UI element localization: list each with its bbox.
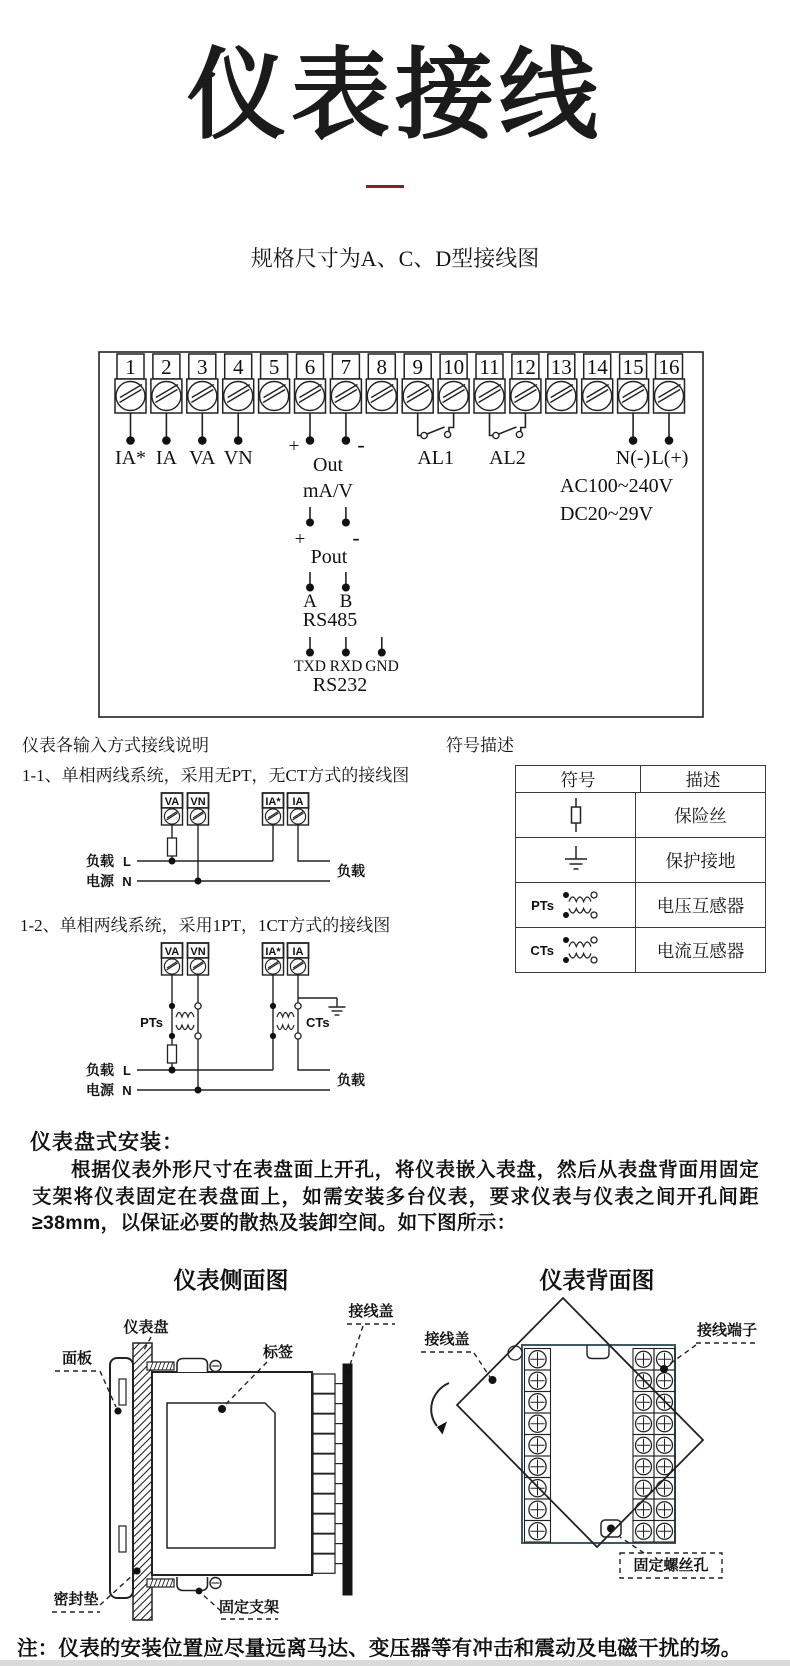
out-label: Out (313, 454, 343, 476)
terminal-number: 8 (376, 355, 388, 379)
load-label: 负载 (86, 1062, 114, 1078)
out-unit: mA/V (303, 480, 353, 502)
terminal-number: 6 (304, 355, 316, 379)
pout-label: Pout (310, 546, 348, 568)
terminal-2 (151, 354, 182, 413)
terminal-8 (366, 354, 397, 413)
terminal-strip-diagram (0, 340, 790, 730)
terminal-10 (438, 354, 469, 413)
terminal-number: 10 (443, 355, 465, 379)
small-terminal (188, 943, 209, 975)
terminal-number: 1 (125, 355, 136, 379)
small-terminal-label: VA (164, 796, 180, 808)
out-plus: + (288, 436, 300, 457)
terminal-number: 12 (514, 355, 536, 379)
rs232-label: RS232 (312, 674, 368, 696)
signal-label: VA (189, 447, 216, 469)
terminal-13 (546, 354, 577, 413)
terminal-number: 13 (550, 355, 572, 379)
out-minus: - (357, 432, 365, 457)
pout-plus: + (294, 529, 306, 550)
diagram-1-1-caption: 1-1、单相两线系统，采用无PT，无CT方式的接线图 (22, 766, 410, 785)
table-row (516, 927, 765, 972)
svg-text:PTs: PTs (530, 898, 554, 913)
bottom-note: 注：仪表的安装位置应尽量远离马达、变压器等有冲击和震动及电磁干扰的场。 (17, 1637, 742, 1660)
small-terminal-label: VN (190, 946, 206, 958)
small-terminal (288, 943, 309, 975)
arrow-head-icon (437, 1422, 447, 1435)
small-terminal (162, 943, 183, 975)
title-underline (366, 185, 404, 188)
symbol-table-heading: 符号描述 (446, 736, 514, 755)
front-panel-label: 面板 (61, 1350, 93, 1367)
symbol-table-header (516, 766, 765, 792)
source-label: 电源 (86, 1082, 114, 1098)
back-terminal-cover-label: 接线盖 (424, 1331, 470, 1348)
terminal-number: 7 (340, 355, 352, 379)
terminal-4 (223, 354, 254, 413)
page-subtitle: 规格尺寸为A、C、D型接线图 (250, 246, 540, 271)
bottom-strip (0, 1660, 790, 1666)
ct-label: CTs (306, 1015, 330, 1030)
terminal-11 (474, 354, 505, 413)
terminal-number: 9 (412, 355, 423, 379)
rs485-b: B (339, 591, 353, 612)
rs232-rxd: RXD (329, 658, 363, 675)
small-terminal (162, 793, 183, 825)
terminal-7 (330, 354, 361, 413)
terminal-number: 2 (161, 355, 172, 379)
terminal-number: 14 (586, 355, 608, 379)
line-l: L (123, 1063, 131, 1078)
source-label: 电源 (86, 873, 114, 889)
pt-label: PTs (140, 1015, 163, 1030)
terminal-15 (618, 354, 649, 413)
small-terminal-label: VN (190, 796, 206, 808)
small-terminal (263, 793, 284, 825)
terminal-12 (510, 354, 541, 413)
rs232-txd: TXD (294, 658, 326, 675)
terminal-block-label: 接线端子 (696, 1322, 758, 1339)
table-row (516, 882, 765, 927)
mounting-heading: 仪表盘式安装： (30, 1131, 184, 1154)
line-n: N (122, 874, 132, 889)
side-terminal-cover-label: 接线盖 (348, 1303, 394, 1320)
rs232-gnd: GND (365, 658, 399, 675)
back-view-title: 仪表背面图 (539, 1268, 655, 1293)
input-wiring-heading: 仪表各输入方式接线说明 (22, 736, 209, 755)
line-l: L (123, 854, 131, 869)
symbol-desc: 电压互感器 (656, 895, 745, 916)
line-n: N (122, 1083, 132, 1098)
mounting-body: 根据仪表外形尺寸在表盘面上开孔，将仪表嵌入表盘，然后从表盘背面用固定支架将仪表固定在表盘面上，如需安装多台仪表，要求仪表与仪表之间开孔间距≥38mm，以保证必要的散热及装卸空间。如下图所示： (32, 1159, 759, 1234)
terminal-number: 3 (197, 355, 208, 379)
mounting-view-diagrams (0, 1290, 790, 1635)
terminal-number: 16 (658, 355, 680, 379)
signal-label: IA (155, 447, 177, 469)
tag-label: 标签 (262, 1344, 294, 1361)
power-l: L(+) (651, 447, 689, 469)
terminal-14 (582, 354, 613, 413)
bracket-label: 固定支架 (218, 1599, 280, 1616)
load-label: 负载 (86, 853, 114, 869)
diagram-1-2-caption: 1-2、单相两线系统，采用1PT，1CT方式的接线图 (20, 916, 391, 935)
side-view-title: 仪表侧面图 (173, 1268, 289, 1293)
signal-label: VN (223, 447, 253, 469)
rs485-label: RS485 (302, 609, 358, 631)
small-terminal (263, 943, 284, 975)
power-dc-range: DC20~29V (560, 503, 654, 525)
panel-board-label: 仪表盘 (123, 1319, 169, 1336)
small-terminal-label: IA* (265, 946, 281, 958)
signal-label: IA* (114, 447, 147, 469)
terminal-number: 4 (232, 355, 244, 379)
pt-icon (526, 884, 626, 926)
svg-text:CTs: CTs (529, 943, 554, 958)
small-terminal-label: IA (292, 796, 304, 808)
terminal-3 (187, 354, 218, 413)
table-row (516, 837, 765, 882)
terminal-number: 5 (268, 355, 280, 379)
terminal-5 (259, 354, 290, 413)
alarm-label: AL2 (489, 447, 526, 469)
screw-hole-label: 固定螺丝孔 (633, 1557, 709, 1574)
desc-column-header: 描述 (685, 769, 721, 790)
pout-minus: - (352, 525, 360, 550)
symbol-desc: 电流互感器 (656, 940, 745, 961)
page-title: 仪表接线 (187, 38, 603, 153)
symbol-table (515, 765, 766, 973)
symbol-column-header: 符号 (516, 766, 641, 792)
symbol-desc: 保险丝 (674, 805, 727, 826)
terminal-number: 11 (479, 355, 500, 379)
table-row (516, 792, 765, 837)
terminal-number: 15 (622, 355, 644, 379)
load-right-label: 负载 (337, 863, 365, 879)
terminal-6 (295, 354, 326, 413)
fuse-icon (546, 794, 606, 836)
power-ac-range: AC100~240V (560, 475, 674, 497)
small-terminal (188, 793, 209, 825)
alarm-label: AL1 (417, 447, 454, 469)
symbol-desc: 保护接地 (665, 850, 736, 871)
power-n: N(-) (615, 447, 651, 469)
ct-icon (526, 929, 626, 971)
terminal-1 (115, 354, 146, 413)
gasket-label: 密封垫 (53, 1591, 99, 1608)
ground-icon (546, 839, 606, 881)
terminal-16 (654, 354, 685, 413)
load-right-label: 负载 (337, 1072, 365, 1088)
rs485-a: A (303, 591, 317, 612)
small-terminal-label: IA* (265, 796, 281, 808)
small-terminal (288, 793, 309, 825)
small-terminal-label: VA (164, 946, 180, 958)
small-terminal-label: IA (292, 946, 304, 958)
terminal-9 (402, 354, 433, 413)
